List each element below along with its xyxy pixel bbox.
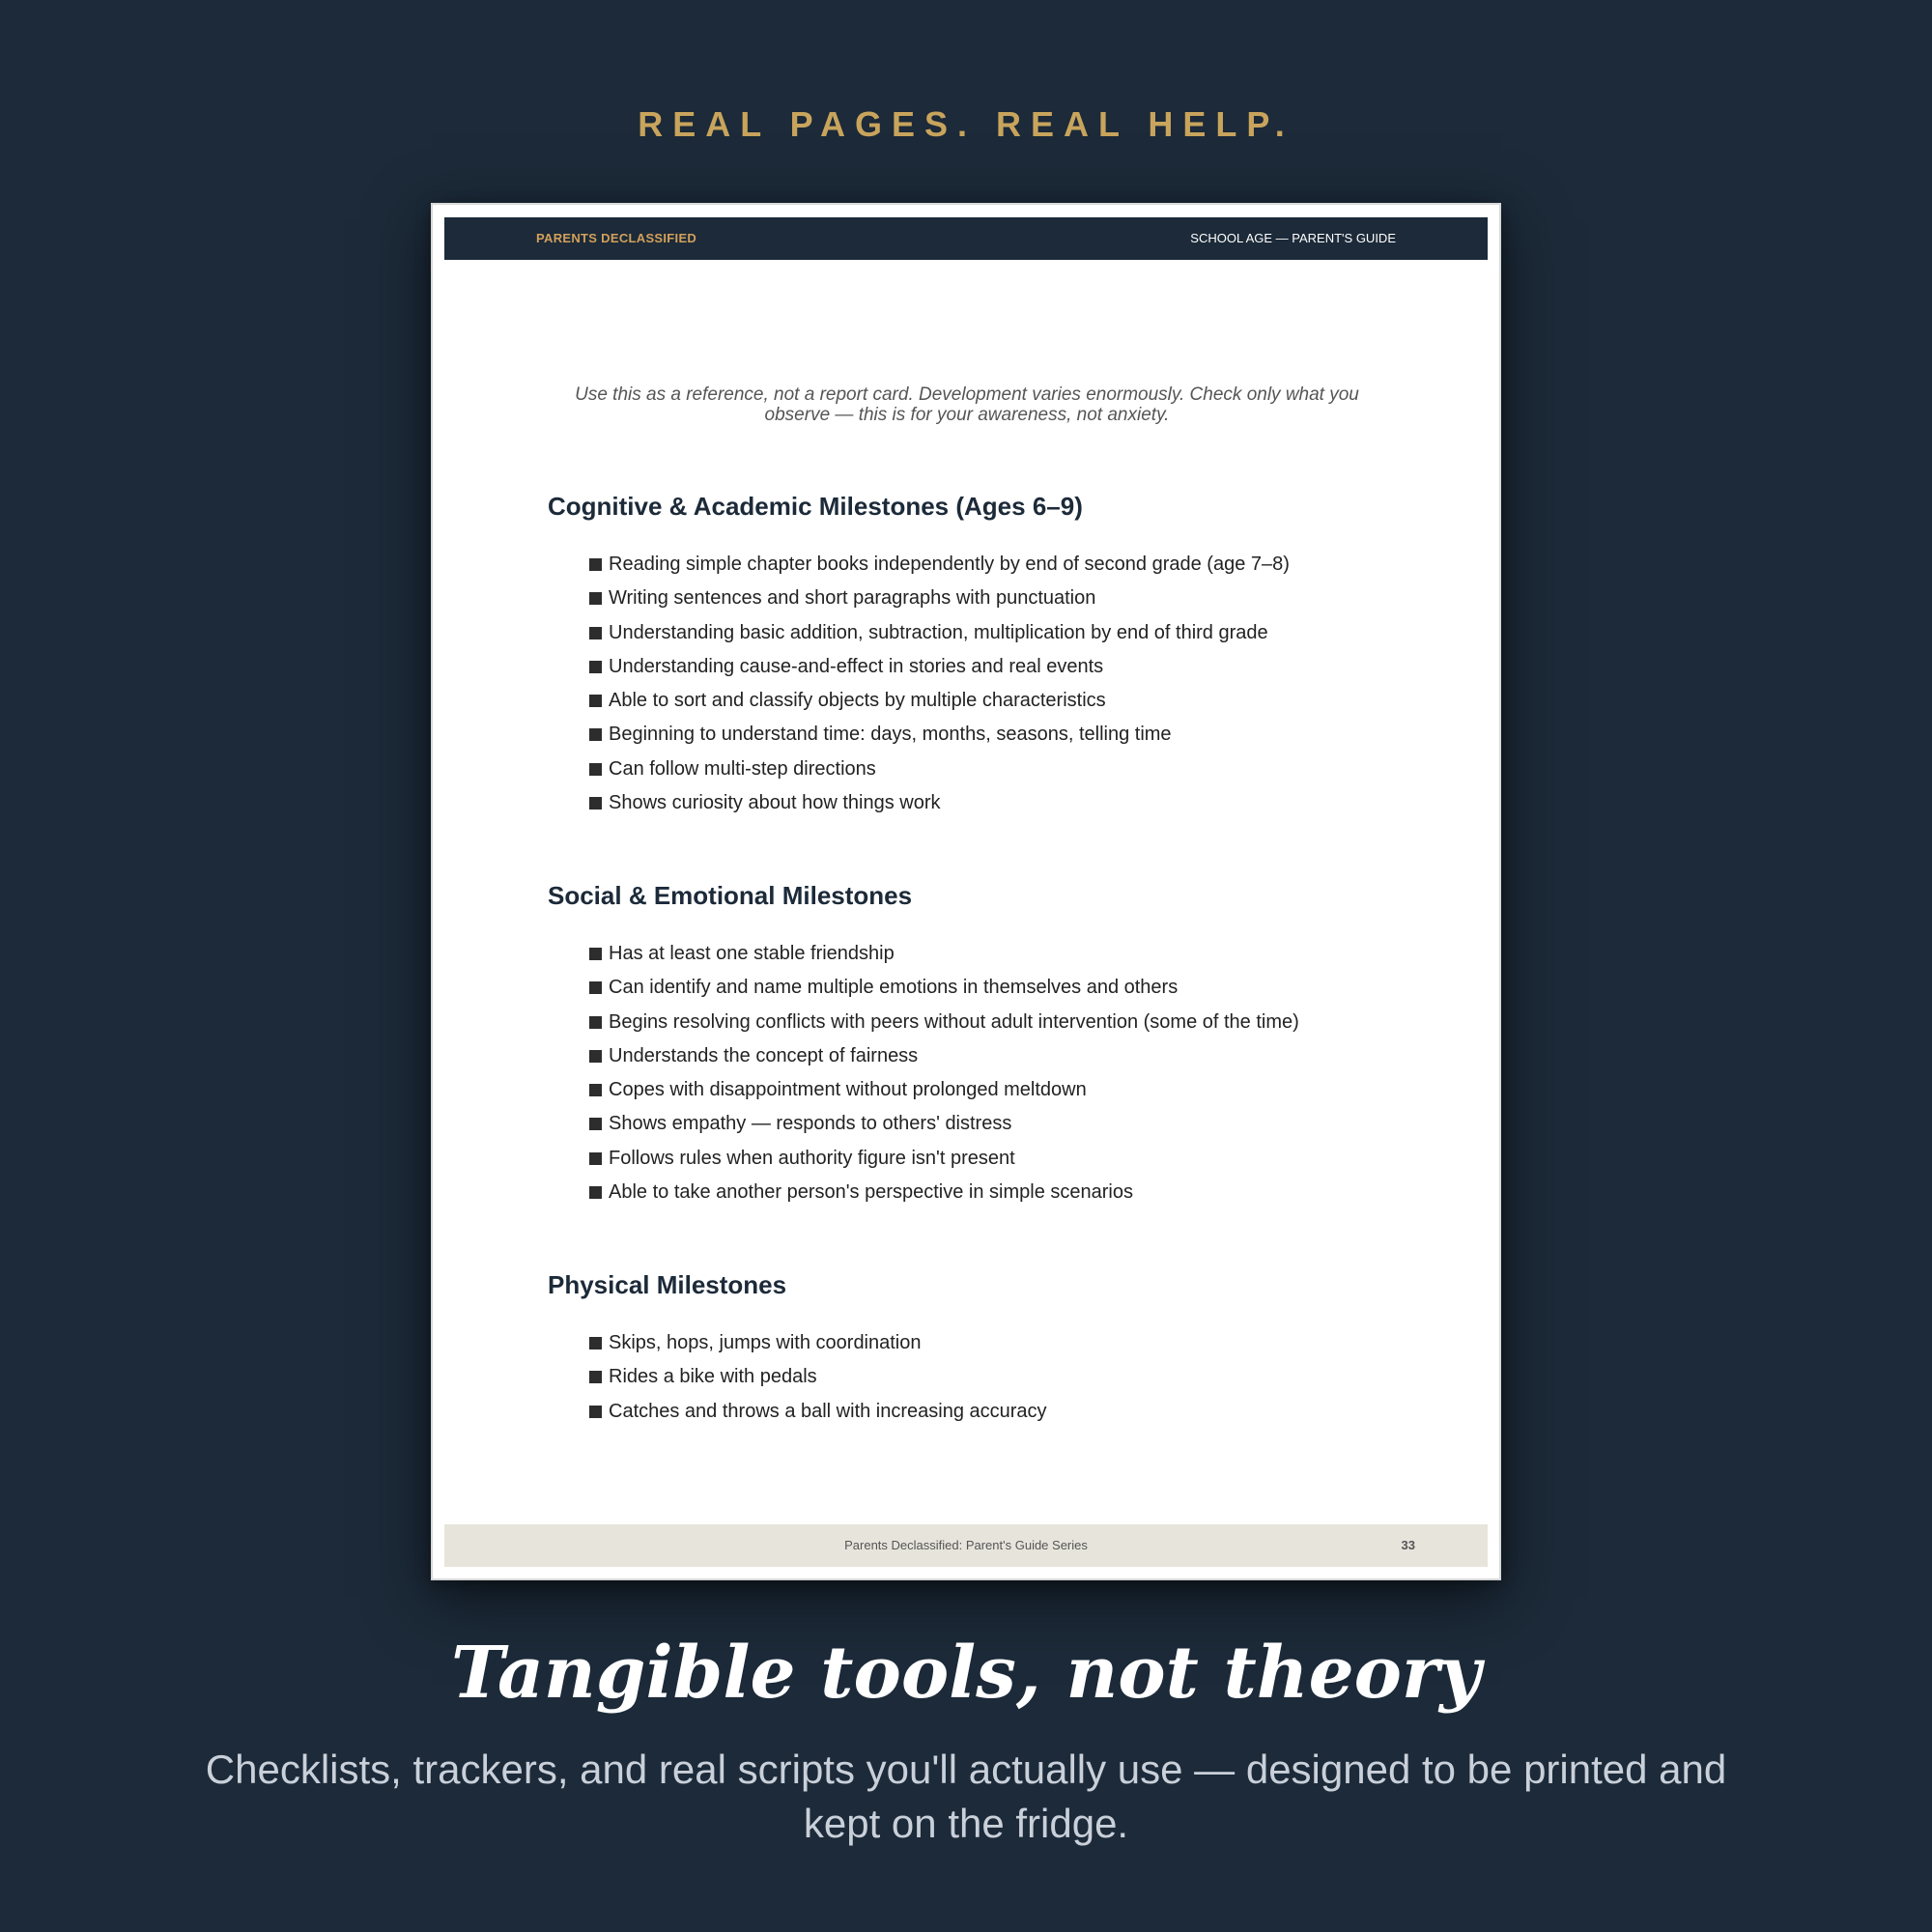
footer-series: Parents Declassified: Parent's Guide Series bbox=[844, 1538, 1088, 1552]
eyebrow-tagline: REAL PAGES. REAL HELP. bbox=[638, 104, 1294, 144]
section-title-cognitive: Cognitive & Academic Milestones (Ages 6–9) bbox=[548, 492, 1083, 521]
checkbox-icon[interactable] bbox=[589, 1016, 602, 1029]
subheadline: Checklists, trackers, and real scripts you'll actually use — designed to be printed and kept on the fridge. bbox=[205, 1747, 1727, 1846]
page-header bbox=[444, 217, 1488, 260]
checkbox-icon[interactable] bbox=[589, 695, 602, 707]
checkbox-icon[interactable] bbox=[589, 558, 602, 571]
checkbox-icon[interactable] bbox=[589, 981, 602, 994]
checkbox-icon[interactable] bbox=[589, 1084, 602, 1096]
checkbox-icon[interactable] bbox=[589, 1337, 602, 1350]
page-number: 33 bbox=[1401, 1538, 1415, 1552]
headline: Tangible tools, not theory bbox=[451, 1632, 1481, 1715]
brand-label: PARENTS DECLASSIFIED bbox=[536, 231, 697, 245]
checkbox-icon[interactable] bbox=[589, 1152, 602, 1165]
page-footer bbox=[444, 1524, 1488, 1567]
section-label: SCHOOL AGE — PARENT'S GUIDE bbox=[1190, 231, 1396, 245]
checkbox-icon[interactable] bbox=[589, 627, 602, 639]
checkbox-icon[interactable] bbox=[589, 661, 602, 673]
checkbox-icon[interactable] bbox=[589, 728, 602, 741]
section-title-social: Social & Emotional Milestones bbox=[548, 881, 913, 910]
checkbox-icon[interactable] bbox=[589, 1050, 602, 1063]
checkbox-icon[interactable] bbox=[589, 763, 602, 776]
intro-note: Use this as a reference, not a report card. Development varies enormously. Check only what you observe — this is for your awareness, not anxiety. bbox=[575, 384, 1359, 425]
sample-page: PARENTS DECLASSIFIED SCHOOL AGE — PARENT'S GUIDE Use this as a reference, not a report card. Development varies enormously. Check only what you observe — this is for your awareness, not anxiety. Cognitive & Academic Milestones (Ages 6–9) Reading simple chapter books independently by end of second grade (age 7–8) Writing sentences and short paragraphs with punctuation Understanding basic addition, subtraction, multiplication by end of third grade Understanding cause-and-effect in stories and real events Able to sort and classify objects by multiple characteristics Beginning to understand time: days, months, seasons, telling time Can follow multi-step directions Shows curiosity about how things work Social & Emotional Milestones Has at least one stable friendship Can identify and name multiple emotions in themselves and others Begins resolving conflicts with peers without adult intervention (some of the time) Understands the concept of fairness Copes with disappointment without prolonged meltdown Shows empathy — responds to others' distress Follows rules when authority figure isn't present Able to take another person's perspective in simple scenarios Physical Milestones Skips, hops, jumps with coordination Rides a bike with pedals Catches and throws a ball with increasing accuracy Parents Declassified: Parent's Guide Series 33 bbox=[431, 203, 1501, 1580]
checkbox-icon[interactable] bbox=[589, 1406, 602, 1418]
checkbox-icon[interactable] bbox=[589, 1118, 602, 1130]
checkbox-icon[interactable] bbox=[589, 797, 602, 810]
checkbox-icon[interactable] bbox=[589, 1371, 602, 1383]
section-title-physical: Physical Milestones bbox=[548, 1270, 787, 1299]
checkbox-icon[interactable] bbox=[589, 1186, 602, 1199]
checkbox-icon[interactable] bbox=[589, 592, 602, 605]
checkbox-icon[interactable] bbox=[589, 948, 602, 960]
